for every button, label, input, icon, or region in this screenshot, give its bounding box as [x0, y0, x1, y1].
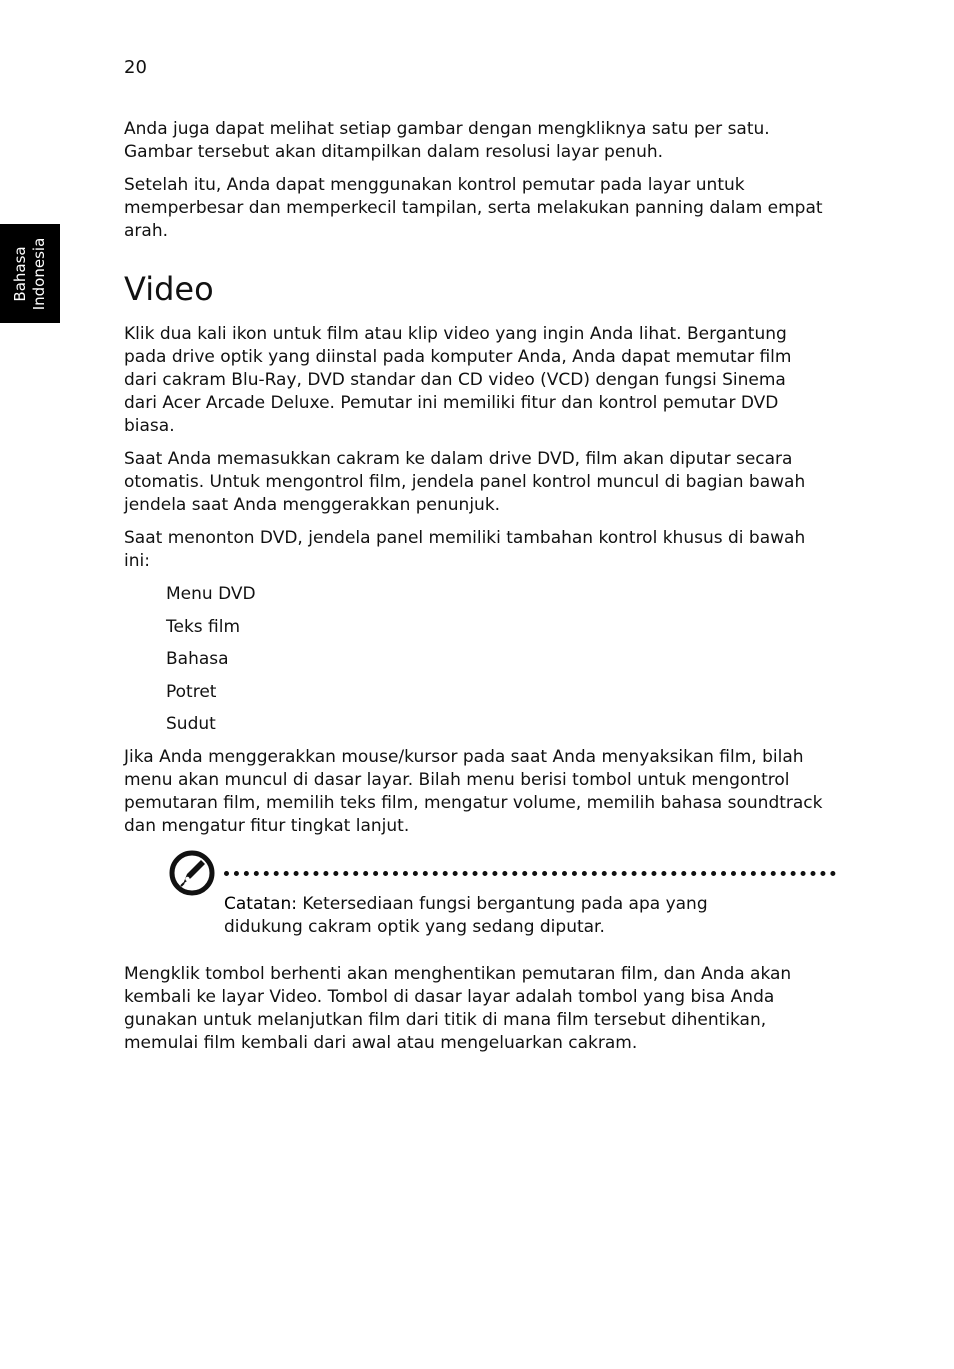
video-paragraph-4: Jika Anda menggerakkan mouse/kursor pada saat Anda menyaksikan film, bilah menu akan muncul di dasar layar. Bilah menu berisi tombol untuk mengontrol pemutaran film, memilih teks film, mengatur volume, memilih bahasa soundtrack dan mengatur fitur tingkat lanjut. — [124, 746, 823, 836]
page-content — [124, 118, 824, 1055]
note-body: Ketersediaan fungsi bergantung pada apa yang didukung cakram optik yang sedang diputar. — [224, 893, 708, 937]
list-item: Potret — [166, 681, 217, 702]
video-paragraph-1: Klik dua kali ikon untuk film atau klip video yang ingin Anda lihat. Bergantung pada drive optik yang diinstal pada komputer Anda, Anda dapat memutar film dari cakram Blu-Ray, DVD standar dan CD video (VCD) dengan fungsi Sinema dari Acer Arcade Deluxe. Pemutar ini memiliki fitur dan kontrol pemutar DVD biasa. — [124, 324, 792, 436]
section-heading: Video — [124, 270, 214, 308]
video-paragraph-5: Mengklik tombol berhenti akan menghentikan pemutaran film, dan Anda akan kembali ke layar Video. Tombol di dasar layar adalah tombol yang bisa Anda gunakan untuk melanjutkan film dari titik di mana film tersebut dihentikan, memulai film kembali dari awal atau mengeluarkan cakram. — [124, 963, 792, 1053]
side-tab-line-1: Bahasa — [11, 246, 29, 302]
side-tab-line-2: Indonesia — [30, 237, 48, 311]
side-tab-label — [11, 238, 49, 311]
intro-paragraph-1: Anda juga dapat melihat setiap gambar dengan mengkliknya satu per satu. Gambar tersebut akan ditampilkan dalam resolusi layar penuh. — [124, 119, 770, 162]
list-item: Sudut — [166, 714, 216, 734]
note-dotted-rule — [224, 871, 836, 876]
video-paragraph-2: Saat Anda memasukkan cakram ke dalam drive DVD, film akan diputar secara otomatis. Untuk mengontrol film, jendela panel kontrol muncul di bagian bawah jendela saat Anda menggerakkan penunjuk. — [124, 449, 806, 515]
list-item: Bahasa — [166, 649, 229, 669]
language-side-tab — [0, 224, 60, 323]
note-text — [224, 893, 784, 939]
page-number: 20 — [124, 57, 147, 78]
video-paragraph-3: Saat menonton DVD, jendela panel memiliki tambahan kontrol khusus di bawah ini: — [124, 528, 806, 571]
intro-paragraph-2: Setelah itu, Anda dapat menggunakan kontrol pemutar pada layar untuk memperbesar dan memperkecil tampilan, serta melakukan panning dalam empat arah. — [124, 175, 823, 241]
note-label: Catatan: — [224, 893, 297, 914]
list-item: Teks film — [166, 616, 241, 637]
dvd-controls-list — [124, 583, 824, 736]
note-pen-icon — [169, 850, 215, 896]
list-item: Menu DVD — [166, 584, 256, 604]
note-box — [124, 850, 824, 950]
